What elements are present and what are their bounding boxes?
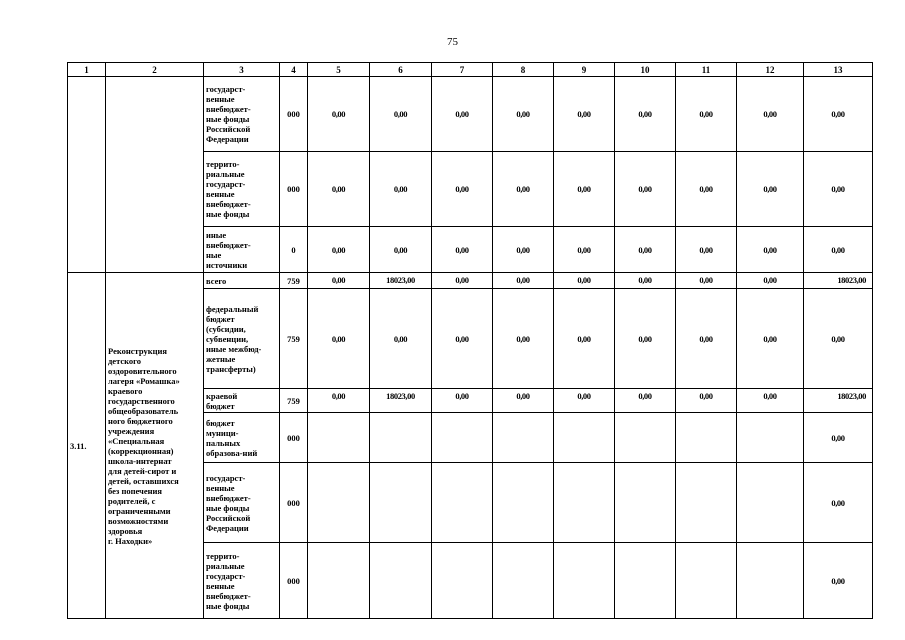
value-cell (615, 543, 676, 619)
value-cell: 0,00 (804, 227, 873, 273)
funding-source: краевой бюджет (204, 389, 280, 413)
value-cell (370, 463, 432, 543)
value-cell: 0,00 (432, 389, 493, 413)
value-cell: 0,00 (615, 152, 676, 227)
value-cell (676, 543, 737, 619)
funding-source: всего (204, 273, 280, 289)
value-cell: 0,00 (615, 273, 676, 289)
code-cell: 759 (280, 389, 308, 413)
value-cell: 0,00 (493, 289, 554, 389)
header-cell: 13 (804, 63, 873, 77)
item-name: Реконструкция детского оздоровительного лагеря «Ромашка» краевого государственного общеобразователь ного бюджетного учреждения «Специальная (коррекционная) школа-интернат для детей-сирот и детей, оставшихся без попечения родителей, с ограниченными возможностями здоровья г. Находки» (106, 273, 204, 619)
header-cell: 9 (554, 63, 615, 77)
value-cell: 0,00 (554, 273, 615, 289)
funding-source: государст- венные внебюджет- ные фонды Российской Федерации (204, 77, 280, 152)
value-cell (615, 463, 676, 543)
value-cell: 0,00 (676, 152, 737, 227)
value-cell (737, 543, 804, 619)
funding-source: федеральный бюджет (субсидии, субвенции, иные межбюд- жетные трансферты) (204, 289, 280, 389)
value-cell (493, 413, 554, 463)
code-cell: 0 (280, 227, 308, 273)
value-cell: 0,00 (737, 227, 804, 273)
code-cell: 000 (280, 152, 308, 227)
value-cell: 18023,00 (804, 389, 873, 413)
funding-source: террито- риальные государст- венные внебюджет- ные фонды (204, 543, 280, 619)
header-cell: 8 (493, 63, 554, 77)
value-cell (676, 413, 737, 463)
value-cell (615, 413, 676, 463)
code-cell: 000 (280, 463, 308, 543)
value-cell: 18023,00 (370, 389, 432, 413)
value-cell (737, 463, 804, 543)
value-cell: 0,00 (804, 543, 873, 619)
value-cell: 0,00 (615, 389, 676, 413)
value-cell: 18023,00 (370, 273, 432, 289)
value-cell: 0,00 (804, 152, 873, 227)
value-cell: 0,00 (676, 227, 737, 273)
value-cell: 0,00 (804, 289, 873, 389)
code-cell: 000 (280, 77, 308, 152)
name-cell-empty (106, 77, 204, 273)
value-cell: 0,00 (737, 289, 804, 389)
code-cell: 000 (280, 413, 308, 463)
table-row (68, 273, 873, 289)
value-cell: 0,00 (432, 152, 493, 227)
value-cell (432, 463, 493, 543)
header-row (68, 63, 873, 77)
value-cell: 0,00 (432, 273, 493, 289)
value-cell: 0,00 (615, 227, 676, 273)
value-cell: 0,00 (308, 273, 370, 289)
header-cell: 7 (432, 63, 493, 77)
table-row (68, 77, 873, 152)
value-cell (432, 413, 493, 463)
value-cell: 0,00 (308, 227, 370, 273)
header-cell: 5 (308, 63, 370, 77)
value-cell: 0,00 (370, 77, 432, 152)
value-cell (493, 463, 554, 543)
value-cell: 0,00 (370, 289, 432, 389)
header-cell: 4 (280, 63, 308, 77)
value-cell (737, 413, 804, 463)
value-cell: 0,00 (554, 289, 615, 389)
value-cell: 0,00 (804, 463, 873, 543)
header-cell: 11 (676, 63, 737, 77)
value-cell: 0,00 (308, 77, 370, 152)
code-cell: 000 (280, 543, 308, 619)
value-cell: 0,00 (676, 289, 737, 389)
value-cell: 18023,00 (804, 273, 873, 289)
value-cell: 0,00 (804, 77, 873, 152)
value-cell: 0,00 (370, 227, 432, 273)
funding-source: бюджет муници- пальных образова-ний (204, 413, 280, 463)
value-cell: 0,00 (493, 273, 554, 289)
header-cell: 2 (106, 63, 204, 77)
value-cell: 0,00 (554, 77, 615, 152)
value-cell: 0,00 (737, 389, 804, 413)
value-cell: 0,00 (676, 389, 737, 413)
value-cell: 0,00 (493, 227, 554, 273)
value-cell: 0,00 (737, 77, 804, 152)
value-cell: 0,00 (804, 413, 873, 463)
value-cell (554, 543, 615, 619)
number-cell-empty (68, 77, 106, 273)
value-cell: 0,00 (370, 152, 432, 227)
funding-source: государст- венные внебюджет- ные фонды Российской Федерации (204, 463, 280, 543)
funding-source: иные внебюджет- ные источники (204, 227, 280, 273)
value-cell (554, 463, 615, 543)
value-cell: 0,00 (432, 77, 493, 152)
value-cell (370, 413, 432, 463)
value-cell: 0,00 (615, 289, 676, 389)
value-cell: 0,00 (493, 152, 554, 227)
code-cell: 759 (280, 273, 308, 289)
value-cell (493, 543, 554, 619)
value-cell: 0,00 (493, 389, 554, 413)
value-cell: 0,00 (737, 273, 804, 289)
funding-source: террито- риальные государст- венные внебюджет- ные фонды (204, 152, 280, 227)
header-cell: 12 (737, 63, 804, 77)
value-cell: 0,00 (554, 227, 615, 273)
value-cell: 0,00 (432, 289, 493, 389)
value-cell (308, 413, 370, 463)
page-number: 75 (447, 36, 458, 48)
value-cell: 0,00 (554, 152, 615, 227)
value-cell: 0,00 (308, 152, 370, 227)
budget-table (67, 62, 873, 619)
value-cell (676, 463, 737, 543)
value-cell: 0,00 (676, 77, 737, 152)
header-cell: 6 (370, 63, 432, 77)
value-cell: 0,00 (308, 289, 370, 389)
header-cell: 1 (68, 63, 106, 77)
value-cell: 0,00 (493, 77, 554, 152)
item-number: 3.11. (68, 273, 106, 619)
header-cell: 10 (615, 63, 676, 77)
value-cell: 0,00 (432, 227, 493, 273)
value-cell (370, 543, 432, 619)
value-cell: 0,00 (554, 389, 615, 413)
value-cell: 0,00 (676, 273, 737, 289)
value-cell: 0,00 (615, 77, 676, 152)
value-cell (432, 543, 493, 619)
value-cell: 0,00 (308, 389, 370, 413)
code-cell: 759 (280, 289, 308, 389)
value-cell (308, 543, 370, 619)
header-cell: 3 (204, 63, 280, 77)
value-cell (554, 413, 615, 463)
value-cell: 0,00 (737, 152, 804, 227)
value-cell (308, 463, 370, 543)
